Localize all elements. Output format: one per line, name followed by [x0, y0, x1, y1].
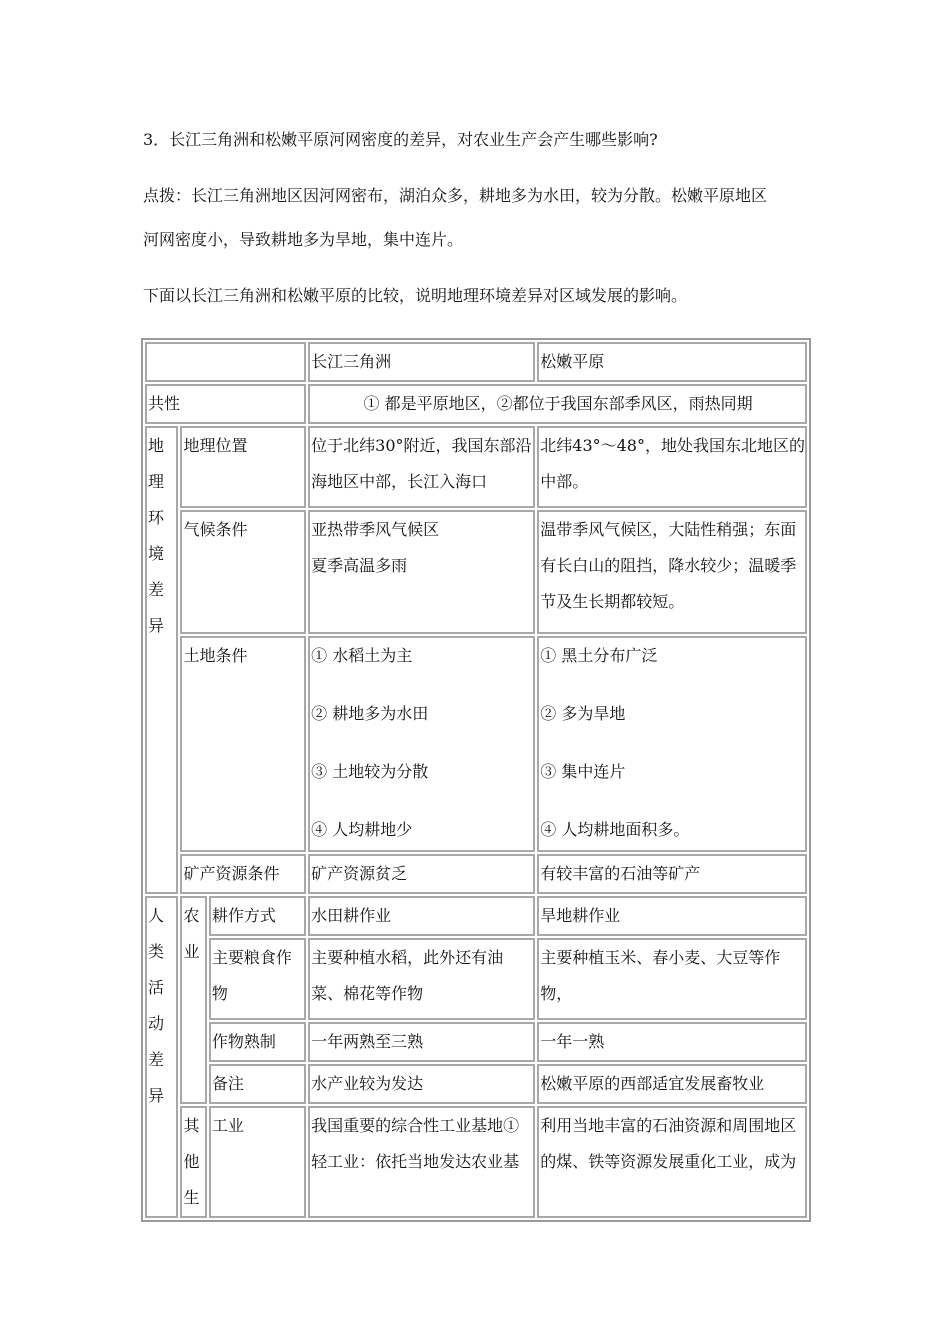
table-row	[145, 938, 807, 1020]
common-label: 共性	[145, 384, 306, 424]
crops-songnen: 主要种植玉米、春小麦、大豆等作物，	[537, 938, 807, 1020]
intro-paragraph: 下面以长江三角洲和松嫩平原的比较，说明地理环境差异对区域发展的影响。	[143, 286, 688, 305]
comparison-table	[141, 338, 811, 1222]
land-songnen	[537, 636, 807, 852]
row-label-cropping: 作物熟制	[209, 1022, 306, 1062]
row-label-crops: 主要粮食作物	[209, 938, 306, 1020]
climate-yangtze	[308, 510, 535, 634]
table-row	[145, 854, 807, 894]
land-yangtze	[308, 636, 535, 852]
climate-yangtze-line: 亚热带季风气候区	[311, 520, 440, 539]
row-label-minerals: 矿产资源条件	[180, 854, 306, 894]
list-item: ② 耕地多为水田	[311, 704, 429, 723]
table-row	[145, 426, 807, 508]
list-item: ① 黑土分布广泛	[540, 646, 658, 665]
notes-songnen: 松嫩平原的西部适宜发展畜牧业	[537, 1064, 807, 1104]
table-row	[145, 1064, 807, 1104]
industry-yangtze: 我国重要的综合性工业基地①轻工业：依托当地发达农业基	[308, 1106, 535, 1218]
common-text: ① 都是平原地区，②都位于我国东部季风区，雨热同期	[308, 384, 807, 424]
industry-songnen: 利用当地丰富的石油资源和周围地区的煤、铁等资源发展重化工业，成为	[537, 1106, 807, 1218]
header-songnen: 松嫩平原	[537, 342, 807, 382]
question-paragraph: 3．长江三角洲和松嫩平原河网密度的差异，对农业生产会产生哪些影响?	[143, 130, 658, 149]
list-item: ④ 人均耕地少	[311, 820, 413, 839]
row-label-industry: 工业	[209, 1106, 306, 1218]
list-item: ④ 人均耕地面积多。	[540, 820, 690, 839]
header-yangtze: 长江三角洲	[308, 342, 535, 382]
table-row	[145, 1022, 807, 1062]
hint-paragraph-line-2: 河网密度小，导致耕地多为旱地，集中连片。	[143, 230, 464, 249]
table-header-row	[145, 342, 807, 382]
list-item: ① 水稻土为主	[311, 646, 413, 665]
row-label-notes: 备注	[209, 1064, 306, 1104]
hint-paragraph-line-1: 点拨：长江三角洲地区因河网密布，湖泊众多，耕地多为水田，较为分散。松嫩平原地区	[143, 186, 768, 205]
list-item: ③ 集中连片	[540, 762, 626, 781]
climate-yangtze-line: 夏季高温多雨	[311, 556, 408, 575]
cropping-yangtze: 一年两熟至三熟	[308, 1022, 535, 1062]
list-item: ② 多为旱地	[540, 704, 626, 723]
header-corner-cell	[145, 342, 306, 382]
table-row	[145, 510, 807, 634]
crops-yangtze: 主要种植水稻，此外还有油菜、棉花等作物	[308, 938, 535, 1020]
row-label-location: 地理位置	[180, 426, 306, 508]
location-songnen: 北纬43°～48°，地处我国东北地区的中部。	[537, 426, 807, 508]
row-label-land: 土地条件	[180, 636, 306, 852]
row-label-farming: 耕作方式	[209, 896, 306, 936]
other-label: 其他生	[180, 1106, 206, 1218]
farming-yangtze: 水田耕作业	[308, 896, 535, 936]
cropping-songnen: 一年一熟	[537, 1022, 807, 1062]
human-activity-label: 人类活动差异	[145, 896, 178, 1218]
minerals-yangtze: 矿产资源贫乏	[308, 854, 535, 894]
notes-yangtze: 水产业较为发达	[308, 1064, 535, 1104]
farming-songnen: 旱地耕作业	[537, 896, 807, 936]
location-yangtze: 位于北纬30°附近，我国东部沿海地区中部，长江入海口	[308, 426, 535, 508]
minerals-songnen: 有较丰富的石油等矿产	[537, 854, 807, 894]
climate-songnen: 温带季风气候区，大陆性稍强；东面有长白山的阻挡，降水较少；温暖季节及生长期都较短。	[537, 510, 807, 634]
table-row	[145, 1106, 807, 1218]
agriculture-label: 农业	[180, 896, 206, 1104]
row-label-climate: 气候条件	[180, 510, 306, 634]
common-row	[145, 384, 807, 424]
list-item: ③ 土地较为分散	[311, 762, 429, 781]
geo-env-label: 地理环境差异	[145, 426, 178, 894]
table-row	[145, 636, 807, 852]
table-row	[145, 896, 807, 936]
